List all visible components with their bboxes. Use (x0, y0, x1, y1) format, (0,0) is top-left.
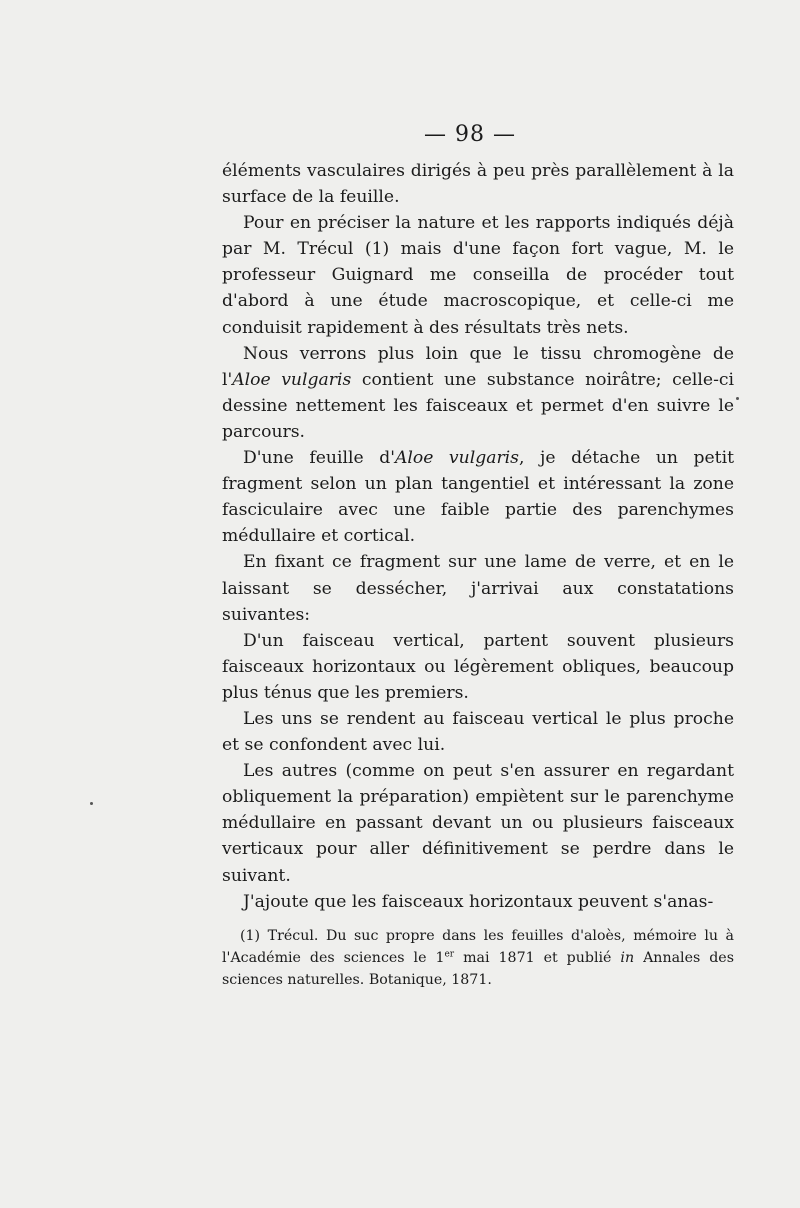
paragraph-2: Pour en préciser la nature et les rapports indiqués déjà par M. Trécul (1) mais d'une façon fort vague, M. le professeur Guignard me conseilla de procéder tout d'abord à une étude macroscopique, et celle-ci me conduisit rapidement à des résultats très nets. (222, 213, 734, 338)
footnote-marker: (1) (240, 928, 261, 944)
footnote-text-3: Annales des sciences naturelles. Botanique, 1871. (222, 950, 734, 988)
paragraph-1: éléments vasculaires dirigés à peu près parallèlement à la surface de la feuille. (222, 161, 734, 208)
page-number: — 98 — (424, 122, 516, 147)
paragraph-6: D'un faisceau vertical, partent souvent plusieurs faisceaux horizontaux ou légèrement obliques, beaucoup plus ténus que les premiers. (222, 630, 734, 703)
print-speck (90, 802, 93, 805)
paragraph-3-text-b: contient une substance noirâtre; celle-ci dessine nettement les faisceaux et permet d'en suivre le parcours. (222, 369, 735, 442)
paragraph-3-text-a: Nous verrons plus loin que le tissu chromogène de l' (222, 343, 734, 390)
paragraph-5: En fixant ce fragment sur une lame de verre, et en le laissant se dessécher, j'arrivai aux constatations suivantes: (222, 552, 734, 625)
paragraph-4-text-a: D'une feuille d' (243, 448, 395, 469)
footnote-text-1: Du suc propre dans les feuilles d'aloès, mémoire lu à l'Académie des sciences le 1 (222, 928, 734, 966)
paragraph-4-text-b: , je détache un petit fragment selon un plan tangentiel et intéressant la zone fasciculaire avec une faible partie des parenchymes médullaire et cortical. (222, 448, 734, 547)
paragraph-8: Les autres (comme on peut s'en assurer en regardant obliquement la préparation) empiètent sur le parenchyme médullaire en passant devant un ou plusieurs faisceaux verticaux pour aller définitivement se perdre dans le suivant. (222, 761, 734, 886)
print-speck (736, 397, 739, 400)
footnote (222, 925, 734, 991)
species-name: Aloe vulgaris (394, 448, 519, 469)
footnote-text-2: mai 1871 et publié (454, 950, 621, 966)
footnote-italic: in (620, 950, 635, 966)
footnote-author: Trécul. (267, 928, 319, 944)
paragraph-4 (222, 445, 734, 549)
body-text (222, 158, 734, 915)
paragraph-7: Les uns se rendent au faisceau vertical le plus proche et se confondent avec lui. (222, 708, 734, 756)
paragraph-3 (222, 341, 734, 445)
footnote-superscript: er (444, 949, 455, 960)
paragraph-9: J'ajoute que les faisceaux horizontaux peuvent s'anas- (243, 891, 714, 912)
species-name: Aloe vulgaris (232, 369, 352, 390)
